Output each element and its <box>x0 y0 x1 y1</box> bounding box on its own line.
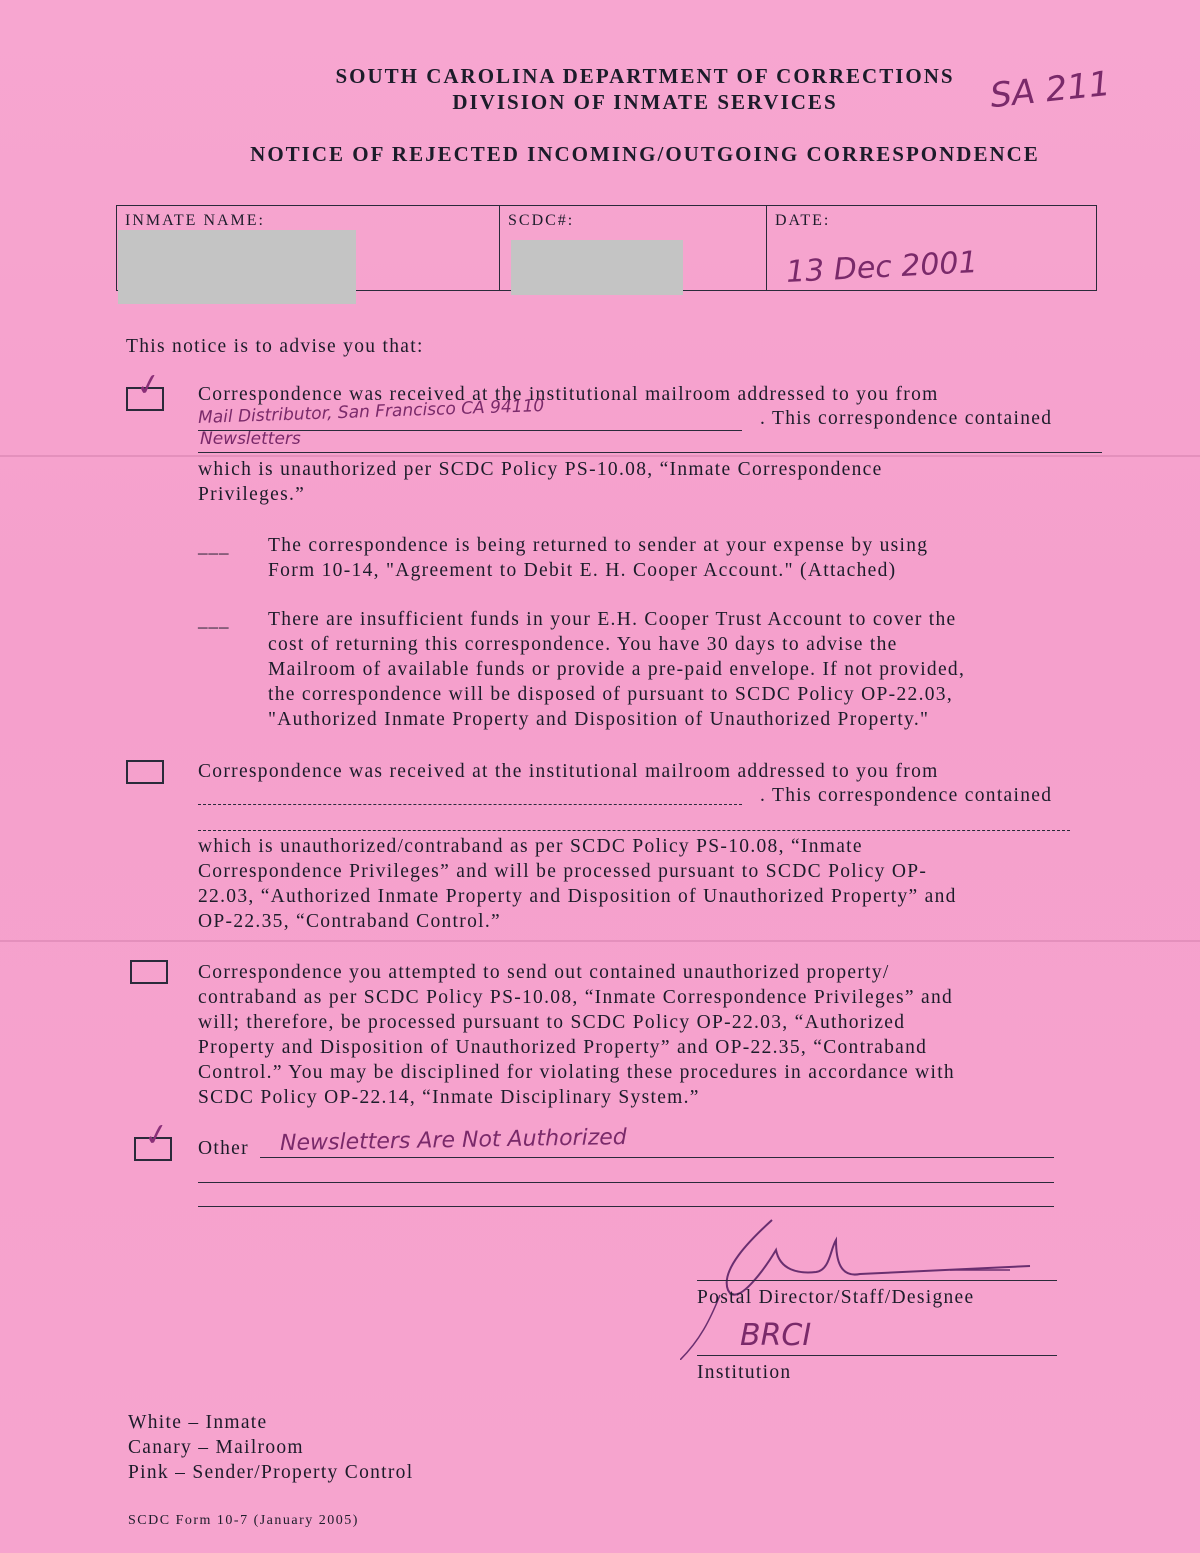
redacted-name <box>118 230 356 304</box>
option3-line6: SCDC Policy OP-22.14, “Inmate Disciplinary System.” <box>198 1087 700 1108</box>
division-title: DIVISION OF INMATE SERVICES <box>452 90 838 114</box>
option1a-line2: Form 10-14, "Agreement to Debit E. H. Cooper Account." (Attached) <box>268 560 897 581</box>
option1-from-value[interactable]: Mail Distributor, San Francisco CA 94110 <box>197 395 545 429</box>
option1-line3: which is unauthorized per SCDC Policy PS-10.08, “Inmate Correspondence <box>198 459 883 480</box>
option2-contained-line[interactable] <box>198 830 1070 831</box>
signature-role-label: Postal Director/Staff/Designee <box>697 1287 975 1308</box>
other-line-2[interactable] <box>198 1182 1054 1183</box>
notice-title: NOTICE OF REJECTED INCOMING/OUTGOING CORRESPONDENCE <box>250 142 1040 166</box>
form-id: SCDC Form 10-7 (January 2005) <box>128 1513 359 1528</box>
inmate-name-label: INMATE NAME: <box>125 212 265 229</box>
distribution-white: White – Inmate <box>128 1412 268 1433</box>
redacted-scdc-number <box>511 240 683 295</box>
corner-note: SA 211 <box>988 63 1113 117</box>
option2-line3: which is unauthorized/contraband as per SCDC Policy PS-10.08, “Inmate <box>198 836 863 857</box>
option1b-line5: "Authorized Inmate Property and Disposition of Unauthorized Property." <box>268 709 930 730</box>
option1-contained-value[interactable]: Newsletters <box>200 429 301 449</box>
signature-line[interactable] <box>697 1280 1057 1281</box>
option2-line1: Correspondence was received at the institutional mailroom addressed to you from <box>198 761 939 782</box>
org-title: SOUTH CAROLINA DEPARTMENT OF CORRECTIONS <box>335 64 955 88</box>
option3-line5: Control.” You may be disciplined for violating these procedures in accordance with <box>198 1062 955 1083</box>
distribution-canary: Canary – Mailroom <box>128 1437 304 1458</box>
institution-label: Institution <box>697 1362 792 1383</box>
other-value[interactable]: Newsletters Are Not Authorized <box>279 1124 627 1157</box>
option1b-line4: the correspondence will be disposed of pursuant to SCDC Policy OP-22.03, <box>268 684 954 705</box>
option1b-line3: Mailroom of available funds or provide a pre-paid envelope. If not provided, <box>268 659 966 680</box>
option2-line5: 22.03, “Authorized Inmate Property and Disposition of Unauthorized Property” and <box>198 886 957 907</box>
institution-line <box>697 1355 1057 1356</box>
option1-contained-line <box>198 452 1102 453</box>
option3-checkbox[interactable] <box>130 960 168 984</box>
option3-line1: Correspondence you attempted to send out contained unauthorized property/ <box>198 962 890 983</box>
option1-line1: Correspondence was received at the institutional mailroom addressed to you from <box>198 384 939 405</box>
option2-line4: Correspondence Privileges” and will be processed pursuant to SCDC Policy OP- <box>198 861 928 882</box>
paper-fold <box>0 940 1200 942</box>
option1b-line2: cost of returning this correspondence. You have 30 days to advise the <box>268 634 898 655</box>
other-line-1 <box>260 1157 1054 1158</box>
intro-text: This notice is to advise you that: <box>126 336 424 357</box>
option1b-line1: There are insufficient funds in your E.H. Cooper Trust Account to cover the <box>268 609 957 630</box>
institution-value[interactable]: BRCI <box>740 1318 812 1353</box>
other-check-mark: ✓ <box>141 1116 172 1155</box>
option2-checkbox[interactable] <box>126 760 164 784</box>
option2-from-line[interactable] <box>198 804 742 805</box>
option1-line4: Privileges.” <box>198 484 306 505</box>
option3-line2: contraband as per SCDC Policy PS-10.08, “Inmate Correspondence Privileges” and <box>198 987 954 1008</box>
option1-check-mark: ✓ <box>133 366 164 405</box>
option1-contained-label: . This correspondence contained <box>760 408 1053 429</box>
other-label: Other <box>198 1138 249 1159</box>
option3-line3: will; therefore, be processed pursuant to SCDC Policy OP-22.03, “Authorized <box>198 1012 906 1033</box>
option1a-blank[interactable]: ___ <box>198 536 230 557</box>
scdc-number-label: SCDC#: <box>508 212 575 229</box>
date-value: 13 Dec 2001 <box>785 245 979 290</box>
option2-contained-label: . This correspondence contained <box>760 785 1053 806</box>
option2-line6: OP-22.35, “Contraband Control.” <box>198 911 501 932</box>
date-label: DATE: <box>775 212 831 229</box>
option1a-line1: The correspondence is being returned to sender at your expense by using <box>268 535 929 556</box>
distribution-pink: Pink – Sender/Property Control <box>128 1462 414 1483</box>
option1b-blank[interactable]: ___ <box>198 610 230 631</box>
option3-line4: Property and Disposition of Unauthorized Property” and OP-22.35, “Contraband <box>198 1037 928 1058</box>
